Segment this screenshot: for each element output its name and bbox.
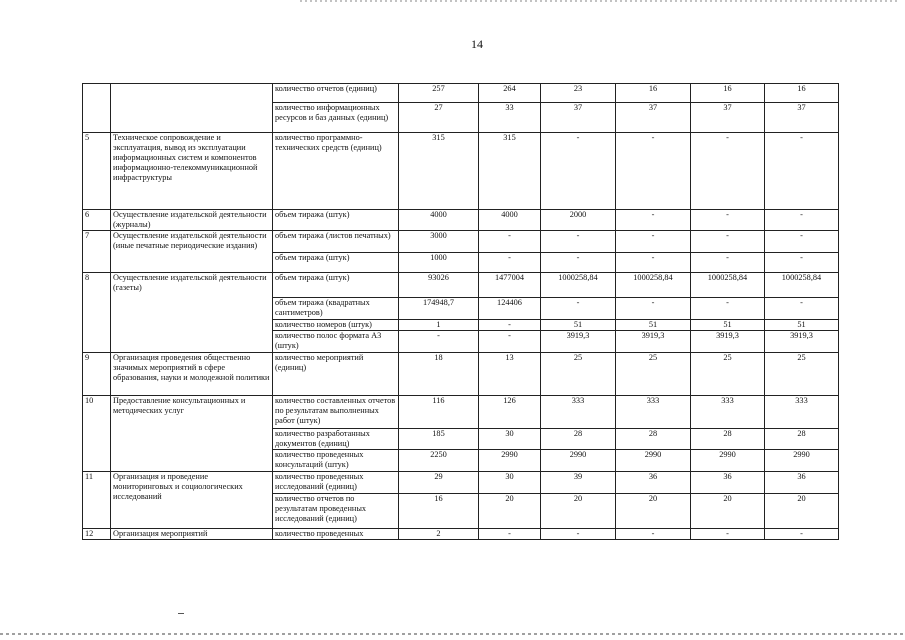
indicator-value: 28: [541, 429, 616, 450]
indicator-value: 264: [479, 84, 541, 103]
indicator-value: 124406: [479, 298, 541, 320]
indicator-value: 25: [765, 353, 839, 396]
indicator-value: 16: [765, 84, 839, 103]
indicator-name: количество проведенных исследований (единиц): [273, 472, 399, 494]
indicator-value: 1000258,84: [765, 273, 839, 298]
indicator-value: 20: [479, 494, 541, 529]
indicator-value: 37: [691, 103, 765, 133]
indicator-value: -: [616, 133, 691, 210]
indicator-value: 1000258,84: [616, 273, 691, 298]
indicator-value: -: [765, 133, 839, 210]
table-row: [83, 133, 839, 210]
indicator-value: 30: [479, 472, 541, 494]
indicator-value: 126: [479, 396, 541, 429]
indicator-value: 2990: [691, 450, 765, 472]
indicator-value: 28: [616, 429, 691, 450]
indicator-value: 16: [691, 84, 765, 103]
indicator-value: 1000258,84: [541, 273, 616, 298]
table-row: [83, 273, 839, 298]
indicator-value: -: [541, 298, 616, 320]
indicator-value: 3919,3: [691, 331, 765, 353]
indicator-value: -: [691, 231, 765, 253]
row-number: 8: [83, 273, 111, 353]
indicator-value: -: [616, 210, 691, 231]
indicator-value: 37: [765, 103, 839, 133]
indicator-value: 333: [541, 396, 616, 429]
indicator-value: 20: [691, 494, 765, 529]
table-row: [83, 231, 839, 253]
indicator-value: 1477004: [479, 273, 541, 298]
indicator-value: -: [479, 529, 541, 540]
service-name: Осуществление издательской деятельности (газеты): [111, 273, 273, 353]
indicator-value: 2990: [765, 450, 839, 472]
indicator-value: -: [616, 253, 691, 273]
service-name: Организация и проведение мониторинговых и социологических исследований: [111, 472, 273, 529]
indicator-value: 28: [691, 429, 765, 450]
indicator-name: количество проведенных: [273, 529, 399, 540]
indicator-value: 13: [479, 353, 541, 396]
indicator-name: количество разработанных документов (единиц): [273, 429, 399, 450]
indicator-value: 333: [765, 396, 839, 429]
table-row: [83, 210, 839, 231]
indicator-name: объем тиража (штук): [273, 253, 399, 273]
table-row: [83, 529, 839, 540]
row-number: 12: [83, 529, 111, 540]
indicator-value: 28: [765, 429, 839, 450]
indicator-value: 18: [399, 353, 479, 396]
indicator-value: 2250: [399, 450, 479, 472]
indicator-value: 315: [399, 133, 479, 210]
indicator-value: 37: [541, 103, 616, 133]
indicator-value: 51: [616, 320, 691, 331]
indicator-name: объем тиража (штук): [273, 273, 399, 298]
service-name: Организация мероприятий: [111, 529, 273, 540]
indicator-value: -: [479, 253, 541, 273]
indicator-value: 37: [616, 103, 691, 133]
indicator-name: объем тиража (квадратных сантиметров): [273, 298, 399, 320]
indicator-value: 39: [541, 472, 616, 494]
indicator-value: 1: [399, 320, 479, 331]
indicator-value: 116: [399, 396, 479, 429]
indicator-value: 4000: [399, 210, 479, 231]
page-number: 14: [471, 37, 483, 51]
service-name: [111, 84, 273, 133]
scan-artifact-bottom: [0, 633, 905, 635]
indicator-value: -: [541, 133, 616, 210]
indicator-value: -: [765, 210, 839, 231]
indicator-name: количество проведенных консультаций (штук): [273, 450, 399, 472]
indicator-name: количество информационных ресурсов и баз данных (единиц): [273, 103, 399, 133]
table-row: [83, 84, 839, 103]
indicator-value: -: [616, 529, 691, 540]
row-number: 9: [83, 353, 111, 396]
indicator-name: количество полос формата А3 (штук): [273, 331, 399, 353]
indicator-value: 27: [399, 103, 479, 133]
indicator-value: 51: [691, 320, 765, 331]
indicator-value: 33: [479, 103, 541, 133]
row-number: [83, 84, 111, 133]
footer-mark: [178, 613, 184, 614]
service-name: Организация проведения общественно значимых мероприятий в сфере образования, науки и молодежной политики: [111, 353, 273, 396]
indicator-value: -: [765, 231, 839, 253]
service-name: Предоставление консультационных и методических услуг: [111, 396, 273, 472]
indicator-value: 20: [765, 494, 839, 529]
indicator-value: 2000: [541, 210, 616, 231]
indicator-value: 3919,3: [541, 331, 616, 353]
indicator-value: -: [616, 298, 691, 320]
indicator-value: 2990: [479, 450, 541, 472]
indicator-value: -: [541, 253, 616, 273]
indicator-name: количество отчетов (единиц): [273, 84, 399, 103]
indicator-value: 257: [399, 84, 479, 103]
indicator-value: -: [765, 298, 839, 320]
indicator-value: 16: [616, 84, 691, 103]
indicator-value: -: [691, 298, 765, 320]
indicator-name: количество номеров (штук): [273, 320, 399, 331]
indicator-value: 36: [616, 472, 691, 494]
indicator-name: объем тиража (листов печатных): [273, 231, 399, 253]
indicator-value: -: [479, 331, 541, 353]
row-number: 7: [83, 231, 111, 273]
service-name: Техническое сопровождение и эксплуатация, вывод из эксплуатации информационных систем и компонентов информационно-телекоммуникационной инфраструктуры: [111, 133, 273, 210]
indicator-value: 185: [399, 429, 479, 450]
indicator-value: -: [765, 253, 839, 273]
service-name: Осуществление издательской деятельности (журналы): [111, 210, 273, 231]
indicator-value: 20: [541, 494, 616, 529]
indicator-value: 3919,3: [765, 331, 839, 353]
indicator-name: количество отчетов по результатам проведенных исследований (единиц): [273, 494, 399, 529]
indicator-value: 51: [541, 320, 616, 331]
indicator-value: 25: [616, 353, 691, 396]
report-table: [82, 83, 839, 540]
indicator-value: 23: [541, 84, 616, 103]
row-number: 10: [83, 396, 111, 472]
indicator-value: -: [691, 210, 765, 231]
indicator-value: 333: [616, 396, 691, 429]
indicator-value: -: [399, 331, 479, 353]
indicator-value: 30: [479, 429, 541, 450]
indicator-value: 333: [691, 396, 765, 429]
indicator-value: -: [691, 253, 765, 273]
row-number: 6: [83, 210, 111, 231]
report-body: [83, 84, 839, 540]
table-row: [83, 353, 839, 396]
indicator-value: 2: [399, 529, 479, 540]
indicator-value: 174948,7: [399, 298, 479, 320]
indicator-value: 3000: [399, 231, 479, 253]
indicator-name: количество составленных отчетов по результатам выполненных работ (штук): [273, 396, 399, 429]
indicator-value: 2990: [541, 450, 616, 472]
indicator-value: 36: [765, 472, 839, 494]
row-number: 5: [83, 133, 111, 210]
indicator-name: количество программно-технических средств (единиц): [273, 133, 399, 210]
indicator-value: 93026: [399, 273, 479, 298]
indicator-value: 1000258,84: [691, 273, 765, 298]
indicator-value: -: [479, 320, 541, 331]
table-row: [83, 396, 839, 429]
indicator-name: объем тиража (штук): [273, 210, 399, 231]
indicator-value: 20: [616, 494, 691, 529]
indicator-value: 25: [541, 353, 616, 396]
indicator-value: -: [616, 231, 691, 253]
row-number: 11: [83, 472, 111, 529]
service-name: Осуществление издательской деятельности (иные печатные периодические издания): [111, 231, 273, 273]
indicator-value: -: [479, 231, 541, 253]
indicator-value: -: [541, 231, 616, 253]
indicator-value: 36: [691, 472, 765, 494]
indicator-name: количество мероприятий (единиц): [273, 353, 399, 396]
indicator-value: 3919,3: [616, 331, 691, 353]
indicator-value: -: [691, 529, 765, 540]
scan-artifact-top: [300, 0, 900, 2]
table-row: [83, 472, 839, 494]
indicator-value: 315: [479, 133, 541, 210]
indicator-value: 1000: [399, 253, 479, 273]
indicator-value: -: [541, 529, 616, 540]
indicator-value: -: [691, 133, 765, 210]
indicator-value: 2990: [616, 450, 691, 472]
indicator-value: 29: [399, 472, 479, 494]
indicator-value: 25: [691, 353, 765, 396]
indicator-value: -: [765, 529, 839, 540]
indicator-value: 4000: [479, 210, 541, 231]
indicator-value: 51: [765, 320, 839, 331]
indicator-value: 16: [399, 494, 479, 529]
